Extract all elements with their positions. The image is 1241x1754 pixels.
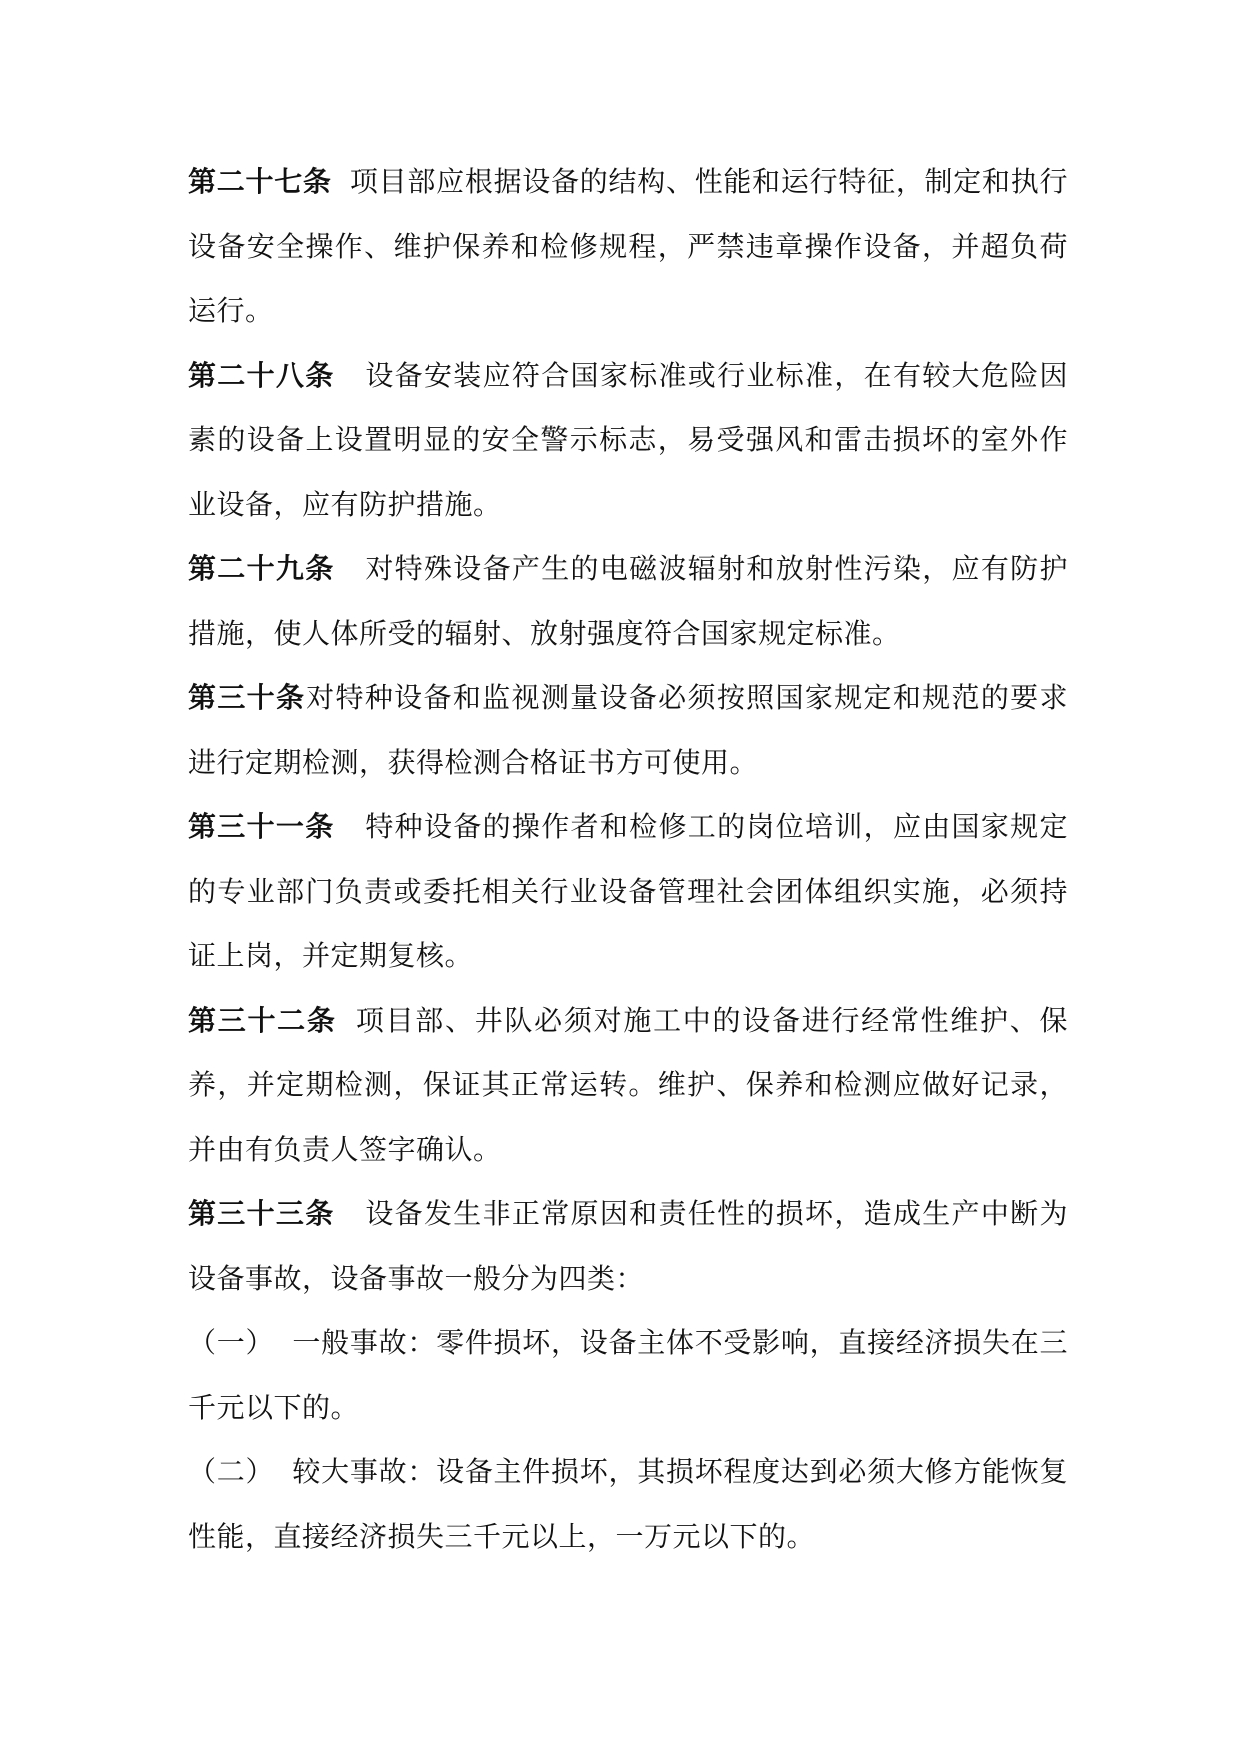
item-number: （一） bbox=[188, 1326, 275, 1359]
article-number: 第三十二条 bbox=[188, 1003, 337, 1037]
article-28 bbox=[188, 344, 1068, 538]
item-number: （二） bbox=[188, 1455, 275, 1488]
article-27 bbox=[188, 150, 1068, 344]
item-text: 一般事故：零件损坏，设备主体不受影响，直接经济损失在三千元以下的。 bbox=[188, 1326, 1068, 1424]
article-text: 特种设备的操作者和检修工的岗位培训，应由国家规定的专业部门负责或委托相关行业设备管理社会团体组织实施，必须持证上岗，并定期复核。 bbox=[188, 810, 1068, 972]
article-33 bbox=[188, 1182, 1068, 1311]
article-29 bbox=[188, 537, 1068, 666]
accident-category-1 bbox=[188, 1311, 1068, 1440]
item-text: 较大事故：设备主件损坏，其损坏程度达到必须大修方能恢复性能，直接经济损失三千元以上，一万元以下的。 bbox=[188, 1455, 1068, 1553]
article-text: 项目部应根据设备的结构、性能和运行特征，制定和执行设备安全操作、维护保养和检修规程，严禁违章操作设备，并超负荷运行。 bbox=[188, 165, 1068, 327]
document-body bbox=[188, 150, 1068, 1569]
accident-category-2 bbox=[188, 1440, 1068, 1569]
article-text: 对特殊设备产生的电磁波辐射和放射性污染，应有防护措施，使人体所受的辐射、放射强度符合国家规定标准。 bbox=[188, 552, 1068, 650]
article-32 bbox=[188, 989, 1068, 1183]
article-text: 设备发生非正常原因和责任性的损坏，造成生产中断为设备事故，设备事故一般分为四类： bbox=[188, 1197, 1068, 1295]
article-number: 第三十条 bbox=[188, 681, 306, 714]
article-text: 项目部、井队必须对施工中的设备进行经常性维护、保养，并定期检测，保证其正常运转。维护、保养和检测应做好记录，并由有负责人签字确认。 bbox=[188, 1003, 1068, 1166]
article-text: 对特种设备和监视测量设备必须按照国家规定和规范的要求进行定期检测，获得检测合格证书方可使用。 bbox=[188, 681, 1068, 779]
article-text: 设备安装应符合国家标准或行业标准，在有较大危险因素的设备上设置明显的安全警示标志，易受强风和雷击损坏的室外作业设备，应有防护措施。 bbox=[188, 358, 1068, 521]
article-number: 第二十八条 bbox=[188, 358, 335, 392]
article-number: 第三十一条 bbox=[188, 810, 335, 843]
article-31 bbox=[188, 795, 1068, 989]
article-30 bbox=[188, 666, 1068, 795]
article-number: 第二十九条 bbox=[188, 552, 335, 585]
article-number: 第二十七条 bbox=[188, 165, 332, 198]
article-number: 第三十三条 bbox=[188, 1197, 335, 1230]
